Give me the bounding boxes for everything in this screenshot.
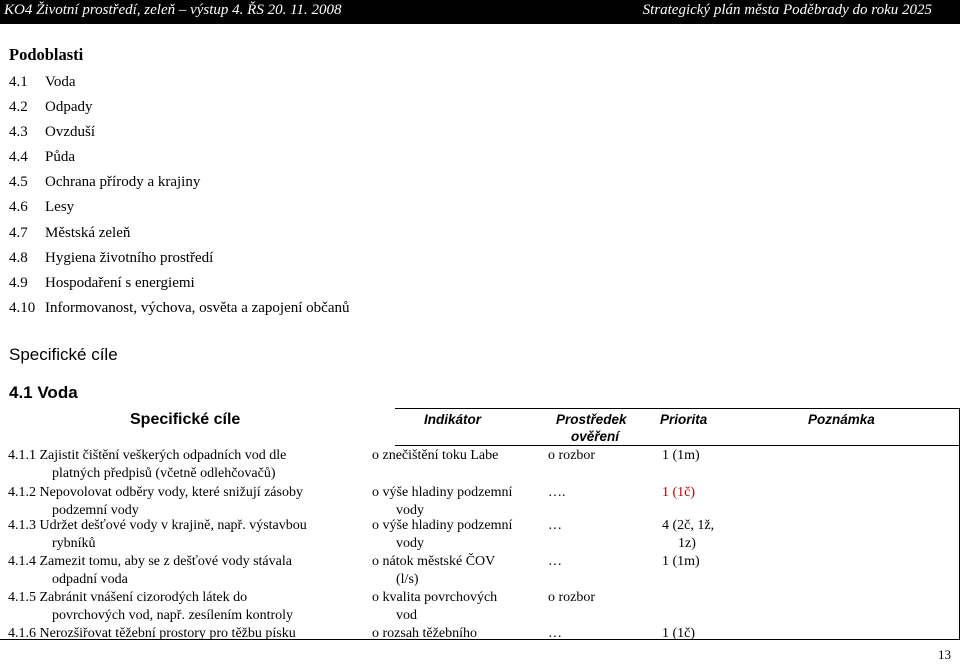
- subarea-label: Ochrana přírody a krajiny: [45, 174, 201, 191]
- indicator-cell: o kvalita povrchových: [372, 590, 498, 605]
- indicator-cell: o nátok městské ČOV: [372, 554, 496, 569]
- goal-cell-cont: rybníků: [52, 536, 96, 551]
- goal-cell: 4.1.5 Zabránit vnášení cizorodých látek do: [8, 590, 248, 605]
- col-header-indicator: Indikátor: [424, 412, 482, 427]
- subarea-item: [9, 271, 349, 296]
- indicator-cell-cont: (l/s): [396, 572, 419, 587]
- means-cell: ….: [548, 485, 566, 500]
- subarea-label: Voda: [45, 74, 76, 90]
- subarea-label: Lesy: [45, 199, 75, 216]
- subsection-title: 4.1 Voda: [9, 383, 78, 402]
- goal-cell: 4.1.6 Nerozšiřovat těžební prostory pro těžbu písku: [8, 626, 296, 641]
- indicator-cell-cont: vody: [396, 536, 424, 551]
- priority-cell: 1 (1č): [662, 626, 696, 641]
- col-header-means: Prostředek: [556, 412, 627, 427]
- indicator-cell: o rozsah těžebního: [372, 626, 477, 641]
- subarea-number: 4.6: [9, 199, 28, 216]
- subarea-number: 4.7: [9, 224, 28, 241]
- subarea-number: 4.2: [9, 99, 28, 116]
- subarea-label: Hygiena životního prostředí: [45, 249, 214, 266]
- goal-cell: 4.1.4 Zamezit tomu, aby se z dešťové vody stávala: [8, 554, 292, 569]
- subarea-number: 4.8: [9, 249, 28, 266]
- col-header-goal: Specifické cíle: [130, 411, 241, 428]
- goal-cell-cont: povrchových vod, např. zesílením kontroly: [52, 608, 294, 623]
- priority-cell: 1 (1m): [662, 554, 700, 569]
- means-cell: …: [548, 626, 562, 641]
- subareas-list: [9, 70, 349, 321]
- page-number: 13: [938, 647, 951, 662]
- subarea-item: [9, 195, 349, 220]
- subarea-item: [9, 120, 349, 145]
- goal-cell: 4.1.2 Nepovolovat odběry vody, které snižují zásoby: [8, 485, 303, 500]
- priority-cell: 1 (1č): [662, 485, 696, 500]
- page-header: [0, 0, 960, 24]
- subarea-number: 4.1: [9, 74, 28, 90]
- goal-cell: 4.1.3 Udržet dešťové vody v krajině, např. výstavbou: [8, 518, 307, 533]
- col-header-priority: Priorita: [660, 412, 708, 427]
- indicator-cell: o znečištění toku Labe: [372, 448, 499, 463]
- header-left: KO4 Životní prostředí, zeleň – výstup 4. ŘS 20. 11. 2008: [4, 2, 342, 18]
- subarea-number: 4.10: [9, 299, 36, 316]
- subarea-item: [9, 70, 349, 95]
- means-cell: …: [548, 518, 562, 533]
- subarea-number: 4.3: [9, 124, 28, 141]
- subareas-title: Podoblasti: [9, 45, 84, 64]
- indicator-cell-cont: vody: [396, 503, 424, 518]
- priority-cell: 1 (1m): [662, 448, 700, 463]
- goal-cell-cont: platných předpisů (včetně odlehčovačů): [52, 466, 276, 481]
- means-cell: …: [548, 554, 562, 569]
- indicator-cell: o výše hladiny podzemní: [372, 485, 513, 500]
- col-header-note: Poznámka: [808, 412, 875, 427]
- goal-cell-cont: odpadní voda: [52, 572, 128, 587]
- goal-cell-cont: podzemní vody: [52, 503, 139, 518]
- indicator-cell: o výše hladiny podzemní: [372, 518, 513, 533]
- means-cell: o rozbor: [548, 448, 596, 463]
- col-header-means-2: ověření: [571, 429, 620, 444]
- indicator-cell-cont: vod: [396, 608, 417, 623]
- subarea-label: Odpady: [45, 99, 93, 116]
- subarea-item: [9, 296, 349, 321]
- goal-cell: 4.1.1 Zajistit čištění veškerých odpadních vod dle: [8, 448, 287, 463]
- subarea-number: 4.9: [9, 274, 28, 291]
- subarea-number: 4.4: [9, 149, 28, 166]
- subarea-label: Městská zeleň: [45, 224, 131, 241]
- subarea-label: Hospodaření s energiemi: [45, 274, 195, 291]
- table-top-border: [395, 408, 960, 409]
- priority-cell: 4 (2č, 1ž,: [662, 518, 715, 533]
- header-right: Strategický plán města Poděbrady do roku 2025: [642, 2, 932, 18]
- means-cell: o rozbor: [548, 590, 596, 605]
- subarea-item: [9, 246, 349, 271]
- subarea-label: Půda: [45, 149, 75, 166]
- subarea-item: [9, 221, 349, 246]
- subarea-item: [9, 145, 349, 170]
- subarea-item: [9, 95, 349, 120]
- subarea-item: [9, 170, 349, 195]
- subarea-label: Ovzduší: [45, 124, 95, 141]
- subarea-label: Informovanost, výchova, osvěta a zapojení občanů: [45, 299, 350, 316]
- section-title: Specifické cíle: [9, 345, 118, 364]
- priority-cell-cont: 1z): [678, 536, 696, 551]
- subarea-number: 4.5: [9, 174, 28, 191]
